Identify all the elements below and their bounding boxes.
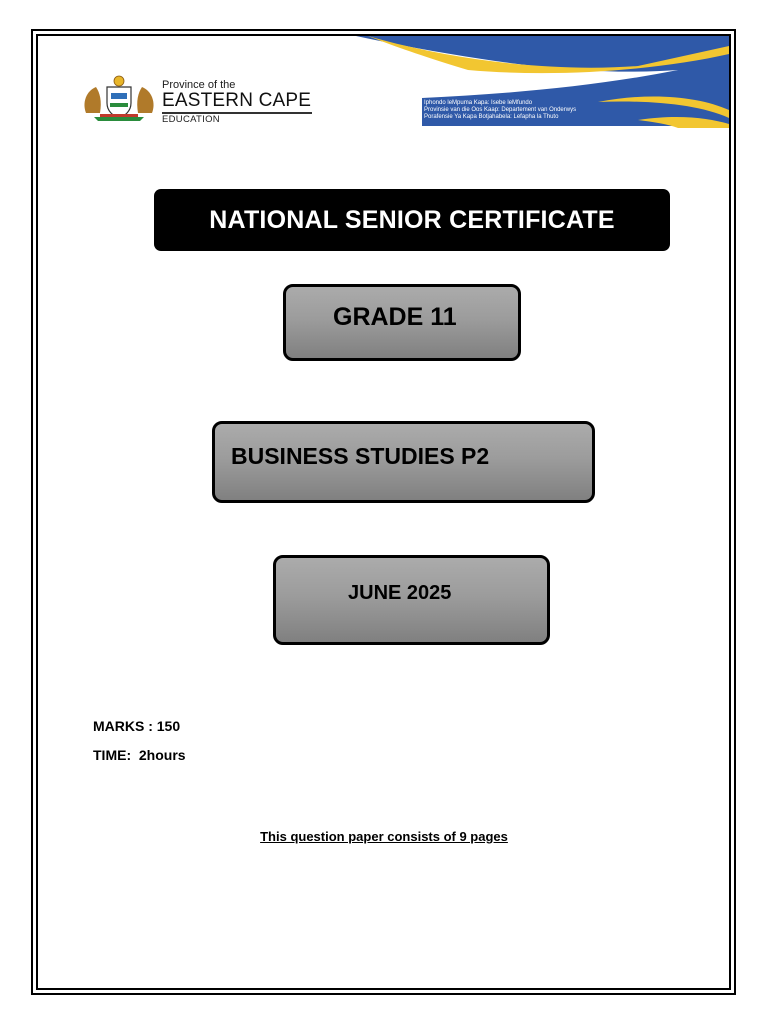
eastern-cape-logo [80, 73, 320, 123]
grade-label: GRADE 11 [333, 303, 457, 331]
dept-line-xhosa: Iphondo leMpuma Kapa: Isebe leMfundo [424, 100, 533, 106]
page-border-inner [36, 34, 731, 990]
dept-line-afrikaans: Provinsie van die Oos Kaap: Departement van Onderwys [424, 107, 577, 114]
time-info: TIME: 2hours [93, 747, 186, 763]
certificate-title: NATIONAL SENIOR CERTIFICATE [209, 205, 615, 234]
logo-province-name: EASTERN CAPE [162, 90, 312, 111]
department-names [424, 100, 634, 122]
logo-province-prefix: Province of the [162, 79, 236, 91]
grade-box [283, 284, 521, 361]
coat-of-arms-icon [80, 73, 158, 123]
exam-date-box [273, 555, 550, 645]
subject-label: BUSINESS STUDIES P2 [231, 443, 490, 469]
exam-date-label: JUNE 2025 [348, 582, 452, 604]
subject-box [212, 421, 595, 503]
dept-line-sotho: Porafensie Ya Kapa Botjahabela: Lefapha la Thuto [424, 114, 559, 121]
logo-department: EDUCATION [162, 113, 220, 125]
marks-info: MARKS : 150 [93, 718, 181, 734]
page-count-note: This question paper consists of 9 pages [260, 829, 508, 844]
certificate-title-box [154, 189, 670, 251]
